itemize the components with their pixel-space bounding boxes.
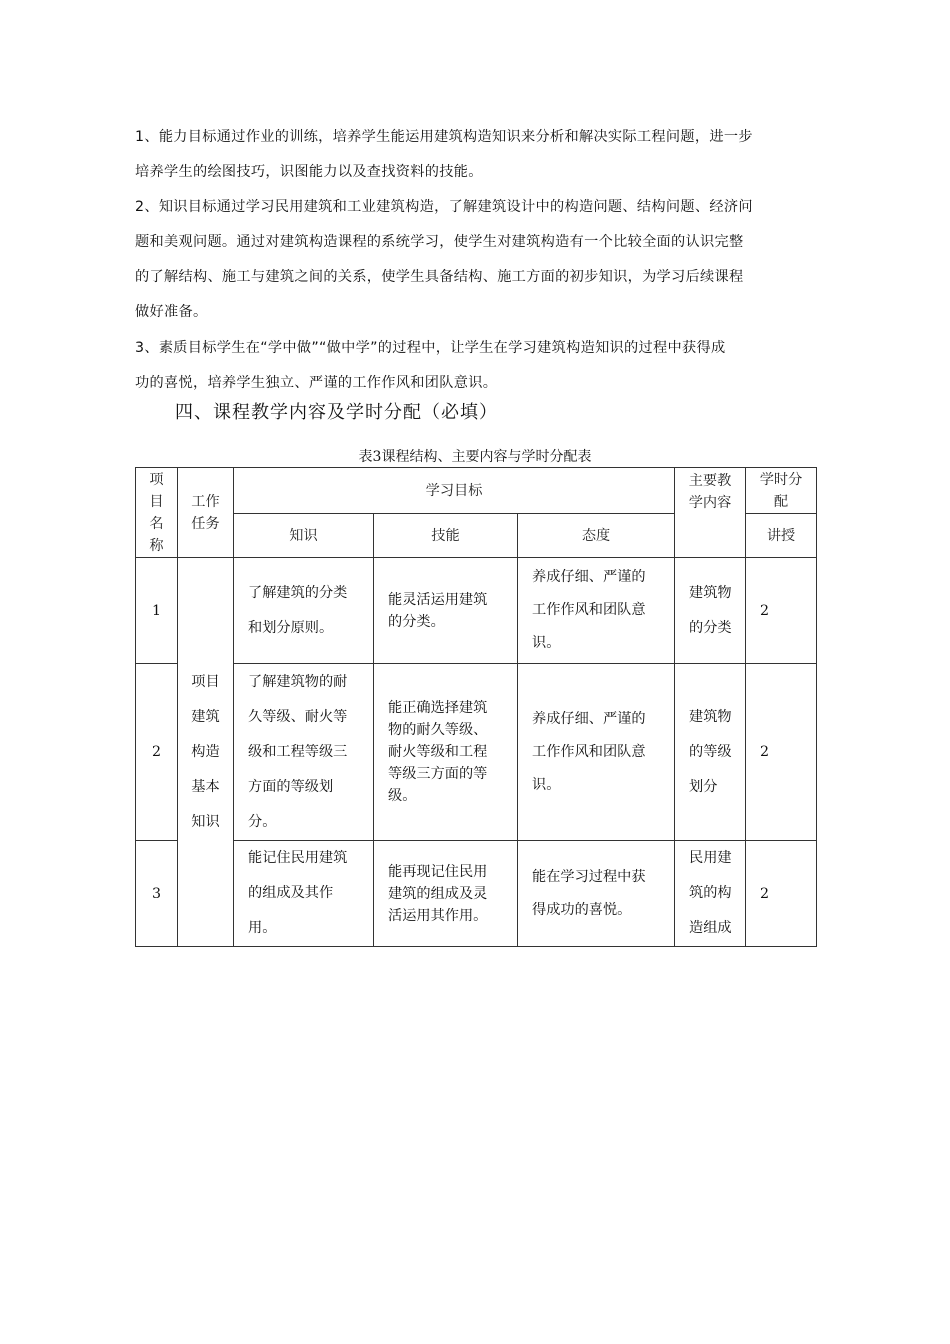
text-line: 2、知识目标通过学习民用建筑和工业建筑构造，了解建筑设计中的构造问题、结构问题、经济问 xyxy=(135,199,753,215)
row-number: 2 xyxy=(136,664,178,841)
cell-line: 建筑物 xyxy=(689,708,732,725)
paragraph-quality-goal xyxy=(135,331,817,401)
cell-line: 工作作风和团队意 xyxy=(532,743,646,760)
task-text: 基本 xyxy=(191,778,220,795)
cell-line: 能在学习过程中获 xyxy=(532,868,646,885)
content-cell xyxy=(675,664,746,841)
cell-line: 的组成及其作 xyxy=(248,885,334,901)
text-line: 做好准备。 xyxy=(135,304,208,320)
knowledge-cell xyxy=(234,558,374,664)
table-row xyxy=(136,664,817,841)
cell-line: 能灵活运用建筑 xyxy=(388,591,488,608)
header-text: 学内容 xyxy=(688,495,732,511)
cell-line: 级和工程等级三 xyxy=(248,743,348,760)
header-project-name xyxy=(136,468,178,558)
attitude-cell xyxy=(518,841,675,947)
cell-line: 划分 xyxy=(689,778,718,795)
cell-line: 久等级、耐火等 xyxy=(248,708,348,725)
cell-line: 得成功的喜悦。 xyxy=(532,901,632,918)
cell-line: 用。 xyxy=(248,920,277,936)
text-line: 3、素质目标学生在“学中做”“做中学”的过程中，让学生在学习建筑构造知识的过程中获得成 xyxy=(135,340,726,356)
knowledge-cell xyxy=(234,841,374,947)
cell-line: 养成仔细、严谨的 xyxy=(532,710,646,727)
cell-line: 和划分原则。 xyxy=(248,619,334,636)
cell-line: 级。 xyxy=(388,788,417,804)
header-text: 任务 xyxy=(191,515,220,532)
attitude-cell xyxy=(518,558,675,664)
header-knowledge: 知识 xyxy=(234,514,374,558)
task-text: 构造 xyxy=(191,743,220,760)
task-text: 建筑 xyxy=(191,708,220,725)
text-line: 功的喜悦，培养学生独立、严谨的工作作风和团队意识。 xyxy=(135,375,498,391)
header-hours-allocation xyxy=(746,468,817,514)
cell-line: 民用建 xyxy=(689,850,732,866)
cell-line: 筑的构 xyxy=(689,885,732,901)
header-work-task xyxy=(178,468,234,558)
header-text: 名 xyxy=(149,515,164,532)
attitude-cell xyxy=(518,664,675,841)
header-text: 工作 xyxy=(191,493,220,510)
skill-cell xyxy=(374,664,518,841)
cell-line: 的等级 xyxy=(689,743,732,760)
skill-cell xyxy=(374,558,518,664)
header-text: 项 xyxy=(149,471,164,488)
row-number: 3 xyxy=(136,841,178,947)
cell-line: 物的耐久等级、 xyxy=(388,722,488,738)
cell-line: 识。 xyxy=(532,776,561,793)
text-line: 1、能力目标通过作业的训练，培养学生能运用建筑构造知识来分析和解决实际工程问题，进一步 xyxy=(135,129,753,145)
table-caption: 表3课程结构、主要内容与学时分配表 xyxy=(358,449,592,465)
cell-line: 养成仔细、严谨的 xyxy=(532,569,646,585)
header-lecture: 讲授 xyxy=(746,514,817,558)
cell-line: 分。 xyxy=(248,813,277,830)
hours-cell: 2 xyxy=(746,558,817,664)
header-text: 称 xyxy=(149,537,164,554)
text-line: 培养学生的绘图技巧，识图能力以及查找资料的技能。 xyxy=(135,164,483,180)
header-main-content xyxy=(675,468,746,558)
table-row xyxy=(136,841,817,947)
cell-line: 建筑物 xyxy=(689,584,732,601)
content-cell xyxy=(675,558,746,664)
paragraph-knowledge-goal xyxy=(135,190,817,330)
cell-line: 的分类。 xyxy=(388,613,445,630)
header-text: 主要教 xyxy=(688,473,732,489)
cell-line: 能再现记住民用 xyxy=(388,863,488,880)
work-task-cell xyxy=(178,558,234,947)
row-number: 1 xyxy=(136,558,178,664)
skill-cell xyxy=(374,841,518,947)
header-skill: 技能 xyxy=(374,514,518,558)
task-text: 项目 xyxy=(191,673,220,690)
text-line: 的了解结构、施工与建筑之间的关系，使学生具备结构、施工方面的初步知识，为学习后续课程 xyxy=(135,269,744,285)
cell-line: 识。 xyxy=(532,635,561,651)
course-structure-table xyxy=(135,467,817,947)
cell-line: 等级三方面的等 xyxy=(388,766,488,782)
task-text: 知识 xyxy=(191,813,220,830)
table-header-row xyxy=(136,468,817,514)
text-line: 题和美观问题。通过对建筑构造课程的系统学习，使学生对建筑构造有一个比较全面的认识完整 xyxy=(135,234,744,250)
header-text: 配 xyxy=(773,493,789,510)
hours-cell: 2 xyxy=(746,664,817,841)
cell-line: 能记住民用建筑 xyxy=(248,850,348,866)
cell-line: 的分类 xyxy=(689,619,732,636)
section-heading: 四、课程教学内容及学时分配（必填） xyxy=(175,402,498,423)
header-text: 目 xyxy=(149,493,164,510)
cell-line: 耐火等级和工程 xyxy=(388,744,488,760)
header-learning-goals: 学习目标 xyxy=(234,468,675,514)
table-row xyxy=(136,558,817,664)
cell-line: 工作作风和团队意 xyxy=(532,602,646,618)
header-text: 学时分 xyxy=(759,471,803,488)
paragraph-ability-goal xyxy=(135,120,817,190)
cell-line: 了解建筑的分类 xyxy=(248,584,348,601)
cell-line: 方面的等级划 xyxy=(248,778,334,795)
cell-line: 活运用其作用。 xyxy=(388,907,488,924)
cell-line: 造组成 xyxy=(689,920,732,936)
header-attitude: 态度 xyxy=(518,514,675,558)
cell-line: 了解建筑物的耐 xyxy=(248,673,348,690)
hours-cell: 2 xyxy=(746,841,817,947)
cell-line: 能正确选择建筑 xyxy=(388,700,488,716)
content-cell xyxy=(675,841,746,947)
knowledge-cell xyxy=(234,664,374,841)
cell-line: 建筑的组成及灵 xyxy=(388,885,488,902)
